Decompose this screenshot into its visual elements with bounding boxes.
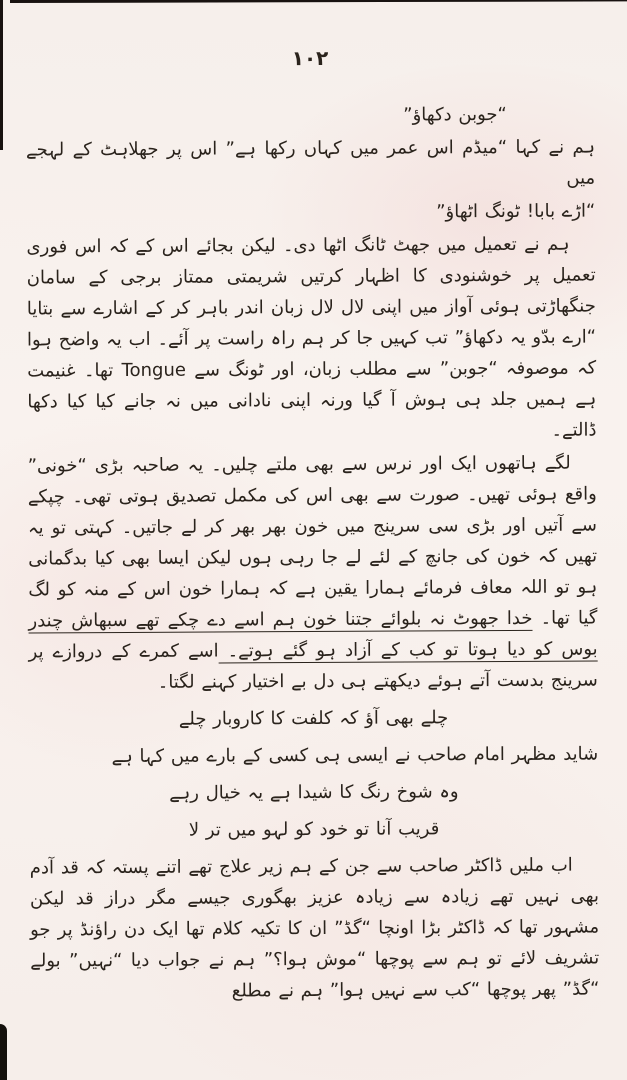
- dialogue-line-2: ہم نے کہا “میڈم اس عمر میں کہاں رکھا ہے” اس پر جھلاہٹ کے لہجے میں: [25, 136, 596, 189]
- dialogue-line-3: “اڑے بابا! ٹونگ اٹھاؤ”: [436, 200, 596, 223]
- verse-line-1: چلے بھی آؤ کہ کلفت کا کاروبار چلے: [178, 707, 449, 730]
- paragraph-attribution: شاید مظہر امام صاحب نے ایسی ہی کسی کے بارے میں کہا ہے: [111, 743, 599, 768]
- paragraph-blood-nurse: [28, 448, 598, 699]
- verse-line-3: قریب آنا تو خود کو لہو میں تر لا: [188, 818, 440, 841]
- page-content: [25, 45, 599, 1010]
- page-number: ۱۰۲: [291, 45, 329, 71]
- verse-line-2: وہ شوخ رنگ کا شیدا ہے یہ خیال رہے: [169, 781, 459, 804]
- scan-edge-artifact-top: [10, 0, 627, 3]
- dialogue-line-1: “جوبن دکھاؤ”: [403, 103, 507, 126]
- paragraph-nurse-tongue: ہم نے تعمیل میں جھٹ ٹانگ اٹھا دی۔ لیکن بجائے اس کے کہ اس فوری تعمیل پر خوشنودی کا اظہار کرتیں شریمتی ممتاز برجی کے سامان جنگھاڑتی ہوئی آواز میں اپنی لال لال زبان اندر باہر کر کے اشارے سے بتایا “ارے بدّو یہ دکھاؤ” تب کہیں جا کر ہم راہ راست پر آئے۔ اب یہ واضح ہوا کہ موصوفہ “جوبن” سے مطلب زبان، اور ٹونگ سے Tongue تھا۔ غنیمت ہے ہمیں جلد ہی ہوش آ گیا ورنہ اپنی نادانی میں نہ جانے کیا کیا دکھا ڈالتے۔: [26, 233, 597, 441]
- scan-edge-artifact-corner: [0, 1024, 7, 1080]
- scan-edge-artifact-left: [0, 0, 3, 150]
- underlined-text: خدا جھوٹ نہ بلوائے جتنا خون ہم اسے دے چکے تھے سبھاش چندر بوس کو دیا ہوتا تو کب کے آزاد ہو گئے ہوتے۔: [28, 607, 598, 662]
- paragraph-text: اسے کمرے کے دروازے پر سرینج بدست آتے ہوئے دیکھتے ہی دل بے اختیار کہنے لگتا۔: [28, 640, 598, 693]
- paragraph-text: لگے ہاتھوں ایک اور نرس سے بھی ملتے چلیں۔ یہ صاحبہ بڑی “خونی” واقع ہوئی تھیں۔ صورت سے بھی اس کی مکمل تصدیق ہوتی تھی۔ چپکے سے آتیں اور بڑی سی سرینج میں خون بھر بھر کر لے جاتیں۔ کہتی تو یہ تھیں کہ خون کی جانچ کے لئے لے جا رہی ہوں لیکن ایسا بھی کیا بدگمانی ہو تو اللہ معاف فرمائے ہمارا یقین ہے کہ ہمارا خون اس کے منہ کو لگ گیا تھا۔: [27, 452, 598, 629]
- paragraph-doctor: اب ملیں ڈاکٹر صاحب سے جن کے ہم زیر علاج تھے اتنے پستہ کہ قد آدم بھی نہیں تھے زیادہ سے زیادہ عزیز بھگوری جیسے مگر دراز قد لیکن مشہور تھا کہ ڈاکٹر بڑا اونچا “گڈ” ان کا تکیہ کلام تھا ایک دن راؤنڈ پر جو تشریف لائے تو ہم سے پوچھا “موش ہوا؟” ہم نے جواب دیا “نہیں” بولے “گڈ” پھر پوچھا “کب سے نہیں ہوا” ہم نے مطلع: [29, 854, 600, 1002]
